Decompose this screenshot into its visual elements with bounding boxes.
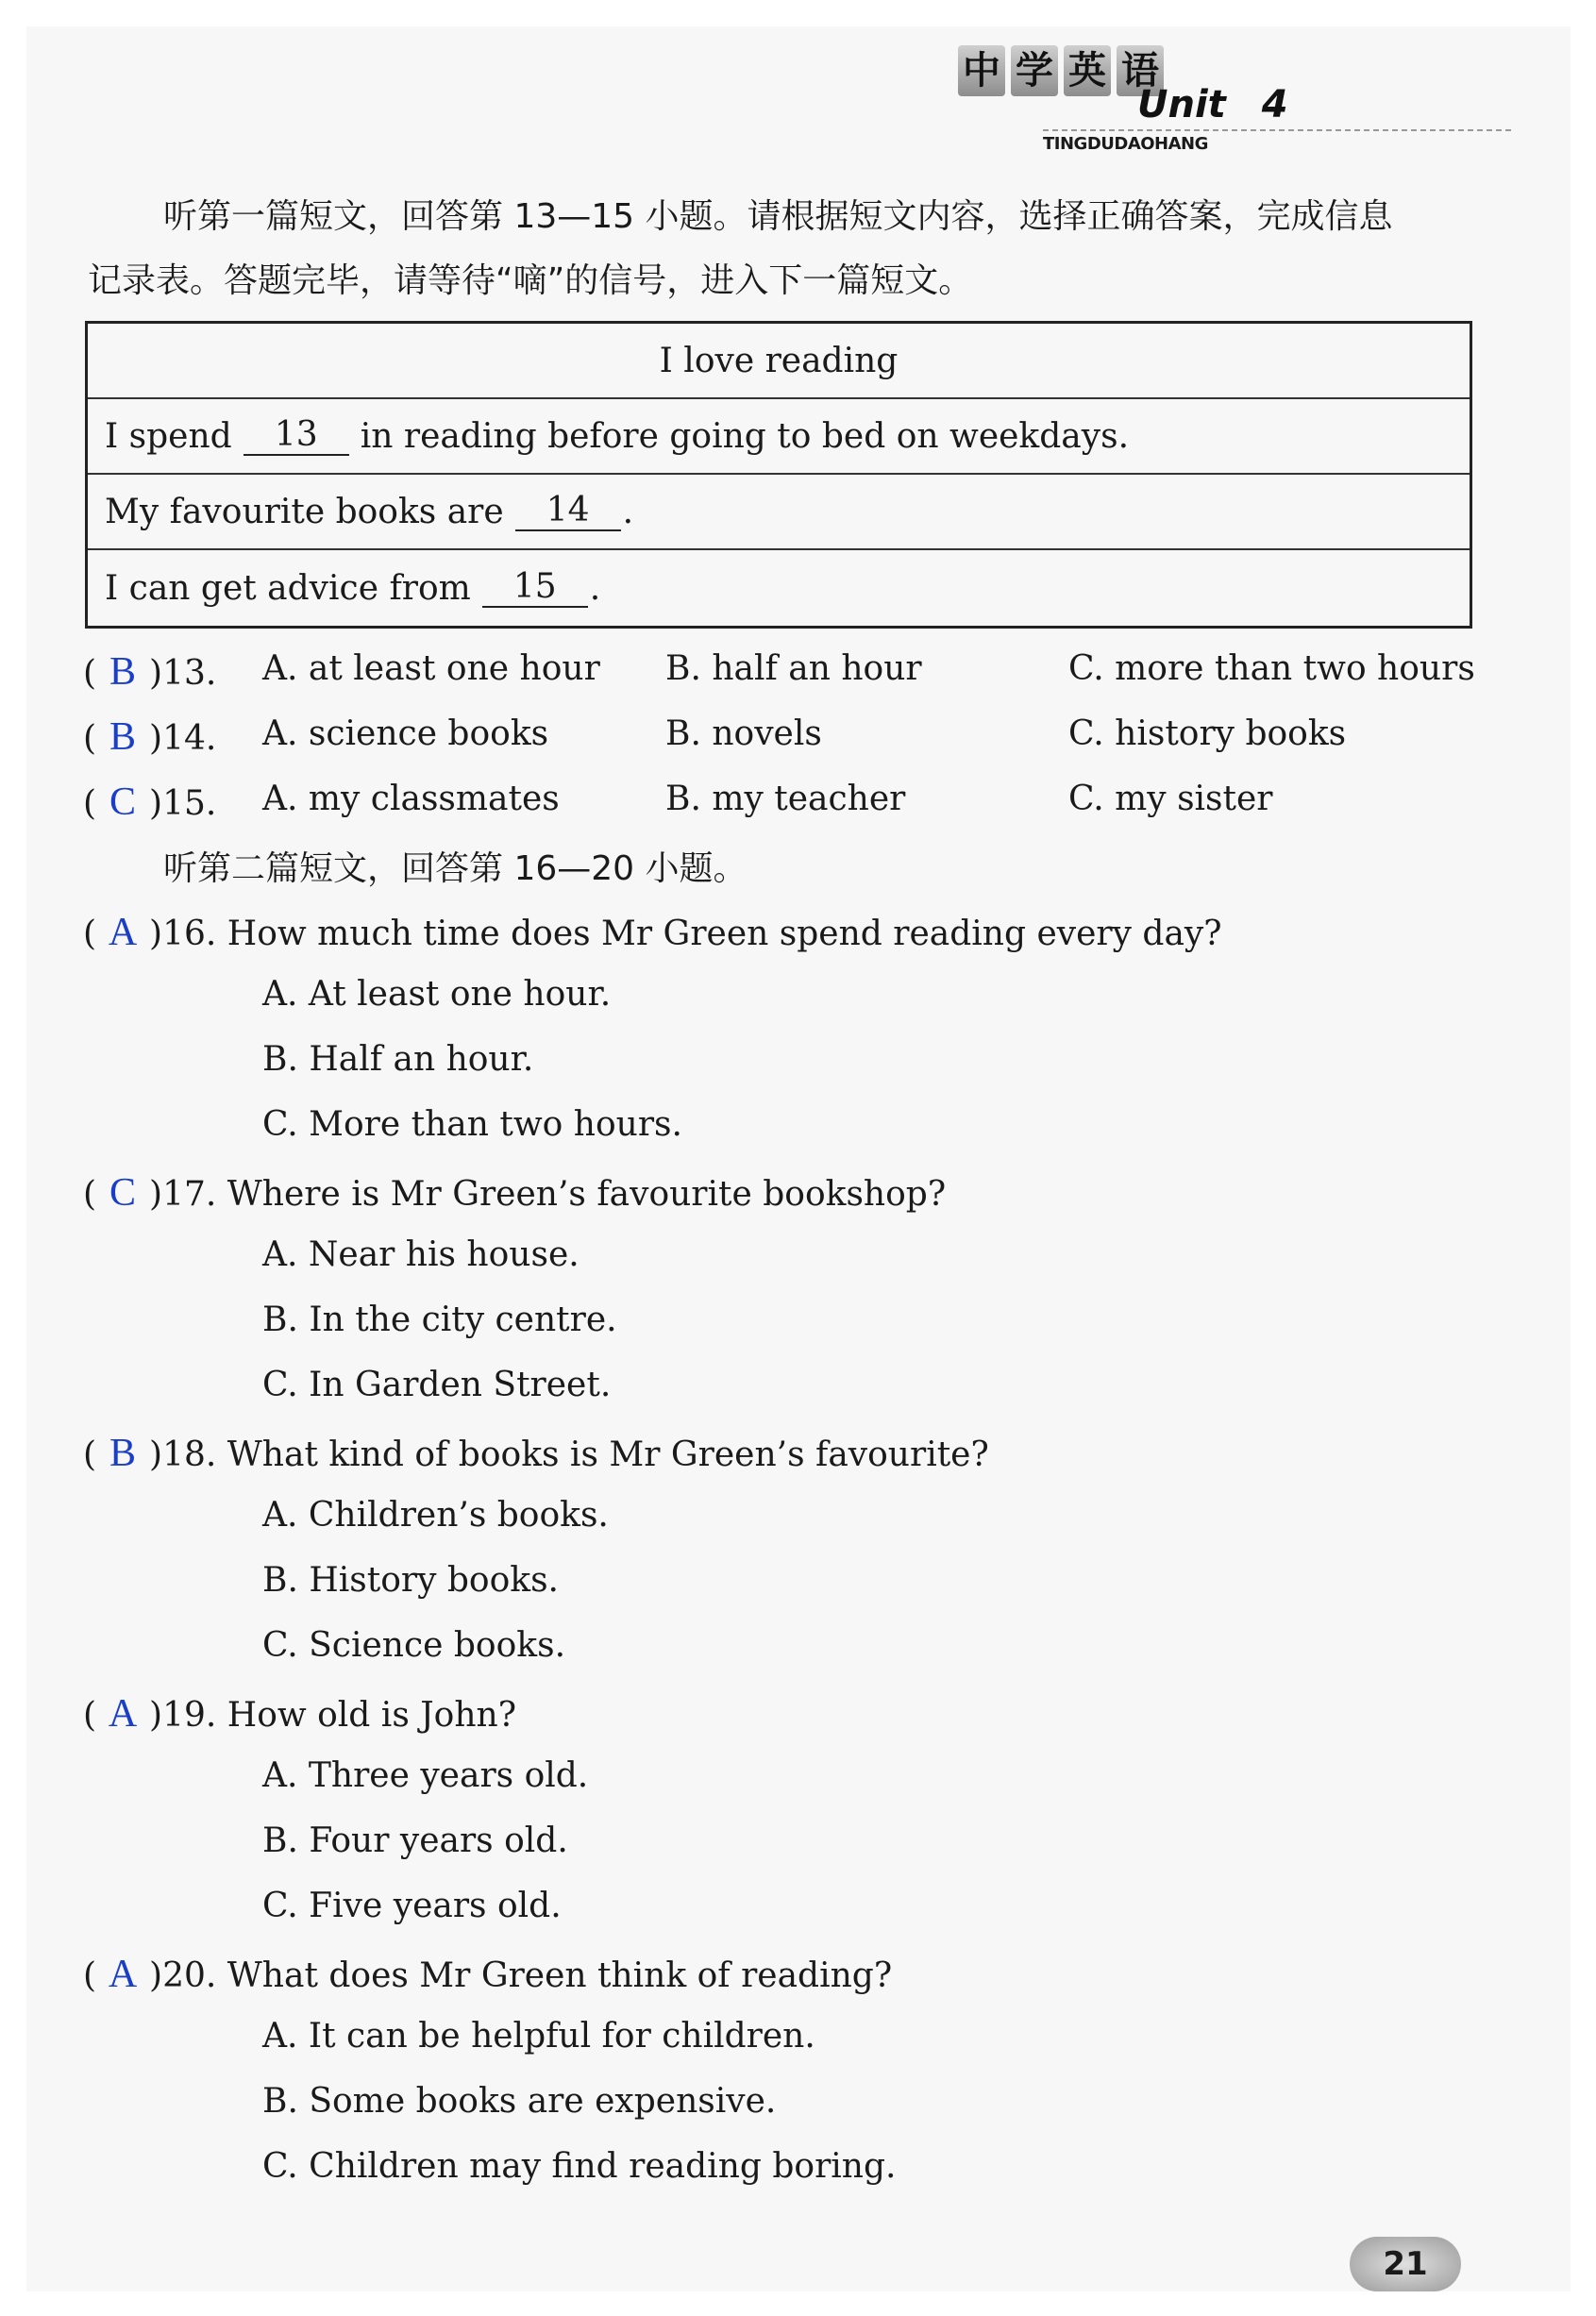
option-c: C. my sister: [1068, 780, 1273, 818]
instruction-line: 记录表。答题完毕，请等待“嘀”的信号，进入下一篇短文。: [88, 261, 973, 300]
option-b: B. Four years old.: [262, 1821, 568, 1860]
row-text: .: [589, 568, 601, 608]
paren: (: [83, 719, 97, 758]
page-number: 21: [1350, 2237, 1461, 2291]
section2-instructions: 听第二篇短文，回答第 16—20 小题。: [163, 849, 748, 888]
info-record-table: [85, 321, 1472, 629]
option-a: A. Children’s books.: [262, 1496, 609, 1535]
row-text: I can get advice from: [105, 568, 471, 608]
option-c: C. Science books.: [262, 1626, 566, 1665]
option-a: A. Near his house.: [262, 1235, 580, 1274]
question-14: [83, 714, 216, 760]
question-number: )13.: [149, 654, 217, 693]
question-16: [83, 910, 1222, 955]
table-row: [88, 399, 1470, 475]
question-13: [83, 649, 216, 695]
option-b: B. In the city centre.: [262, 1301, 617, 1339]
option-b: B. my teacher: [665, 780, 906, 818]
option-a: A. It can be helpful for children.: [262, 2017, 815, 2056]
question-19: [83, 1691, 516, 1737]
question-17: [83, 1170, 946, 1216]
question-number: )19.: [149, 1696, 217, 1735]
header-char: 语: [1117, 45, 1164, 96]
question-text: How much time does Mr Green spend reading every day?: [227, 915, 1222, 953]
option-b: B. novels: [665, 714, 822, 753]
page-header: [958, 45, 1524, 159]
option-c: C. Five years old.: [262, 1887, 562, 1925]
option-b: B. Half an hour.: [262, 1040, 534, 1079]
instruction-line: 听第一篇短文，回答第 13—15 小题。请根据短文内容，选择正确答案，完成信息: [163, 197, 1393, 236]
question-number: )15.: [149, 784, 217, 823]
option-a: A. science books: [262, 714, 549, 753]
question-18: [83, 1431, 989, 1476]
paren: (: [83, 654, 97, 693]
option-c: C. history books: [1068, 714, 1347, 753]
option-c: C. More than two hours.: [262, 1105, 682, 1144]
section1-instructions: [88, 185, 1475, 313]
option-a: A. Three years old.: [262, 1756, 589, 1795]
question-number: )18.: [149, 1435, 217, 1474]
paren: (: [83, 1175, 97, 1214]
question-text: Where is Mr Green’s favourite bookshop?: [227, 1175, 947, 1214]
header-title-chars: [958, 45, 1164, 96]
option-b: B. half an hour: [665, 649, 922, 688]
answer-mark: A: [108, 1953, 138, 1996]
header-char: 学: [1011, 45, 1058, 96]
answer-mark: C: [109, 1171, 137, 1215]
question-text: What does Mr Green think of reading?: [227, 1956, 893, 1995]
blank-15: 15: [482, 568, 588, 608]
header-divider: [1043, 129, 1515, 131]
blank-14: 14: [515, 492, 621, 531]
header-char: 英: [1064, 45, 1111, 96]
option-a: A. at least one hour: [262, 649, 600, 688]
option-c: C. In Garden Street.: [262, 1366, 612, 1404]
question-number: )17.: [149, 1175, 217, 1214]
option-b: B. Some books are expensive.: [262, 2082, 777, 2121]
unit-text: Unit: [1137, 83, 1226, 126]
table-row: [88, 475, 1470, 550]
paren: (: [83, 1696, 97, 1735]
option-c: C. more than two hours: [1068, 649, 1475, 688]
question-number: )16.: [149, 915, 217, 953]
table-title: I love reading: [88, 324, 1470, 399]
unit-label: [1137, 83, 1288, 126]
paren: (: [83, 784, 97, 823]
row-text: .: [622, 492, 634, 531]
answer-mark: A: [108, 911, 138, 954]
table-row: [88, 550, 1470, 626]
paren: (: [83, 1435, 97, 1474]
question-20: [83, 1952, 892, 1997]
paren: (: [83, 1956, 97, 1995]
row-text: in reading before going to bed on weekdays.: [360, 416, 1130, 456]
unit-number: 4: [1261, 83, 1288, 126]
question-15: [83, 780, 216, 825]
blank-13: 13: [244, 416, 349, 456]
option-b: B. History books.: [262, 1561, 559, 1600]
row-text: My favourite books are: [105, 492, 504, 531]
question-number: )14.: [149, 719, 217, 758]
option-a: A. my classmates: [262, 780, 560, 818]
header-subtitle: TINGDUDAOHANG: [1043, 134, 1208, 154]
row-text: I spend: [105, 416, 232, 456]
answer-mark: A: [108, 1692, 138, 1736]
header-char: 中: [958, 45, 1005, 96]
answer-mark: B: [109, 650, 137, 694]
option-c: C. Children may find reading boring.: [262, 2147, 897, 2186]
paren: (: [83, 915, 97, 953]
option-a: A. At least one hour.: [262, 975, 612, 1014]
question-text: How old is John?: [227, 1696, 517, 1735]
question-number: )20.: [149, 1956, 217, 1995]
question-text: What kind of books is Mr Green’s favourite?: [227, 1435, 989, 1474]
answer-mark: B: [109, 715, 137, 759]
answer-mark: B: [109, 1432, 137, 1475]
answer-mark: C: [109, 780, 137, 824]
